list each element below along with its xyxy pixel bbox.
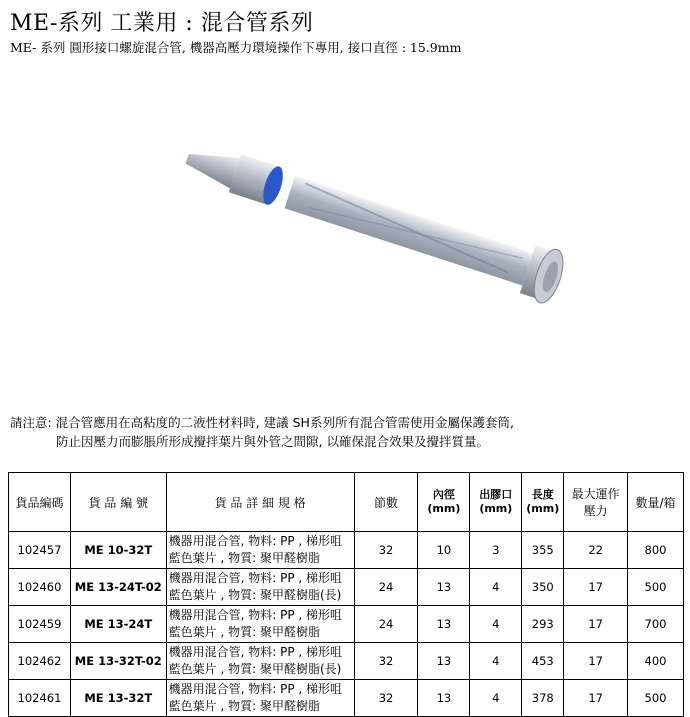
- cell-desc: [166, 680, 354, 717]
- cell-id: 102457: [9, 532, 71, 569]
- cell-outlet: 4: [470, 569, 522, 606]
- cell-model: ME 13-32T: [70, 680, 166, 717]
- header-segments: 節數: [354, 473, 418, 532]
- desc-line-2: 藍色葉片 , 物質: 聚甲醛樹脂: [168, 551, 320, 565]
- table-row: [9, 680, 684, 717]
- table-row: [9, 569, 684, 606]
- product-table: [8, 472, 684, 717]
- cell-desc: [166, 532, 354, 569]
- page-subtitle: ME- 系列 圓形接口螺旋混合管, 機器高壓力環境操作下專用, 接口直徑 : 15.9mm: [10, 40, 462, 55]
- cell-desc: [166, 643, 354, 680]
- page-title: ME-系列 工業用 : 混合管系列: [10, 11, 314, 36]
- header-qty: 數量/箱: [628, 473, 684, 532]
- cell-model: ME 13-24T-02: [70, 569, 166, 606]
- desc-line-2: 藍色葉片 , 物質: 聚甲醛樹脂: [168, 699, 320, 713]
- cell-id: 102462: [9, 643, 71, 680]
- cell-qty: 400: [628, 643, 684, 680]
- cell-qty: 700: [628, 606, 684, 643]
- cell-length: 453: [522, 643, 564, 680]
- cell-segments: 32: [354, 680, 418, 717]
- desc-line-1: 機器用混合管, 物料: PP , 梯形咀: [168, 645, 343, 659]
- cell-pressure: 17: [564, 643, 628, 680]
- cell-model: ME 13-24T: [70, 606, 166, 643]
- cell-segments: 32: [354, 532, 418, 569]
- cell-pressure: 17: [564, 569, 628, 606]
- cell-pressure: 17: [564, 606, 628, 643]
- table-row: [9, 532, 684, 569]
- desc-line-2: 藍色葉片 , 物質: 聚甲醛樹脂(長): [168, 662, 342, 676]
- nozzle-tip: [183, 143, 240, 189]
- cell-qty: 500: [628, 569, 684, 606]
- cell-inner: 13: [418, 606, 470, 643]
- header-length: 長度 (mm): [522, 473, 564, 532]
- cell-pressure: 22: [564, 532, 628, 569]
- header-inner: 內徑 (mm): [418, 473, 470, 532]
- cell-model: ME 13-32T-02: [70, 643, 166, 680]
- note-line-1: 請注意: 混合管應用在高粘度的二液性材料時, 建議 SH系列所有混合管需使用金屬保護套筒,: [10, 415, 514, 430]
- header-pressure: 最大運作 壓力: [564, 473, 628, 532]
- notes: [10, 413, 514, 451]
- desc-line-2: 藍色葉片 , 物質: 聚甲醛樹脂: [168, 625, 320, 639]
- header-id: 貨品編碼: [9, 473, 71, 532]
- note-line-2: 防止因壓力而膨脹所形成攪拌葉片與外管之間隙, 以確保混合效果及攪拌質量。: [56, 434, 489, 449]
- cell-pressure: 17: [564, 680, 628, 717]
- cell-outlet: 4: [470, 680, 522, 717]
- cell-segments: 24: [354, 606, 418, 643]
- cell-outlet: 3: [470, 532, 522, 569]
- table-row: [9, 606, 684, 643]
- cell-length: 355: [522, 532, 564, 569]
- cell-desc: [166, 606, 354, 643]
- cell-inner: 13: [418, 569, 470, 606]
- cell-qty: 500: [628, 680, 684, 717]
- cell-length: 293: [522, 606, 564, 643]
- cell-outlet: 4: [470, 643, 522, 680]
- desc-line-1: 機器用混合管, 物料: PP , 梯形咀: [168, 682, 343, 696]
- cell-inner: 13: [418, 643, 470, 680]
- cell-inner: 13: [418, 680, 470, 717]
- mixer-tube-image: [150, 130, 590, 360]
- cell-desc: [166, 569, 354, 606]
- cell-id: 102459: [9, 606, 71, 643]
- cell-id: 102460: [9, 569, 71, 606]
- cell-id: 102461: [9, 680, 71, 717]
- desc-line-1: 機器用混合管, 物料: PP , 梯形咀: [168, 534, 343, 548]
- cell-length: 350: [522, 569, 564, 606]
- cell-qty: 800: [628, 532, 684, 569]
- table-header-row: [9, 473, 684, 532]
- cell-model: ME 10-32T: [70, 532, 166, 569]
- desc-line-1: 機器用混合管, 物料: PP , 梯形咀: [168, 608, 343, 622]
- cell-outlet: 4: [470, 606, 522, 643]
- cell-segments: 24: [354, 569, 418, 606]
- desc-line-2: 藍色葉片 , 物質: 聚甲醛樹脂(長): [168, 588, 342, 602]
- header-outlet: 出膠口 (mm): [470, 473, 522, 532]
- table-row: [9, 643, 684, 680]
- cell-inner: 10: [418, 532, 470, 569]
- header-model: 貨 品 編 號: [70, 473, 166, 532]
- cell-length: 378: [522, 680, 564, 717]
- header-desc: 貨 品 詳 細 規 格: [166, 473, 354, 532]
- cell-segments: 32: [354, 643, 418, 680]
- desc-line-1: 機器用混合管, 物料: PP , 梯形咀: [168, 571, 343, 585]
